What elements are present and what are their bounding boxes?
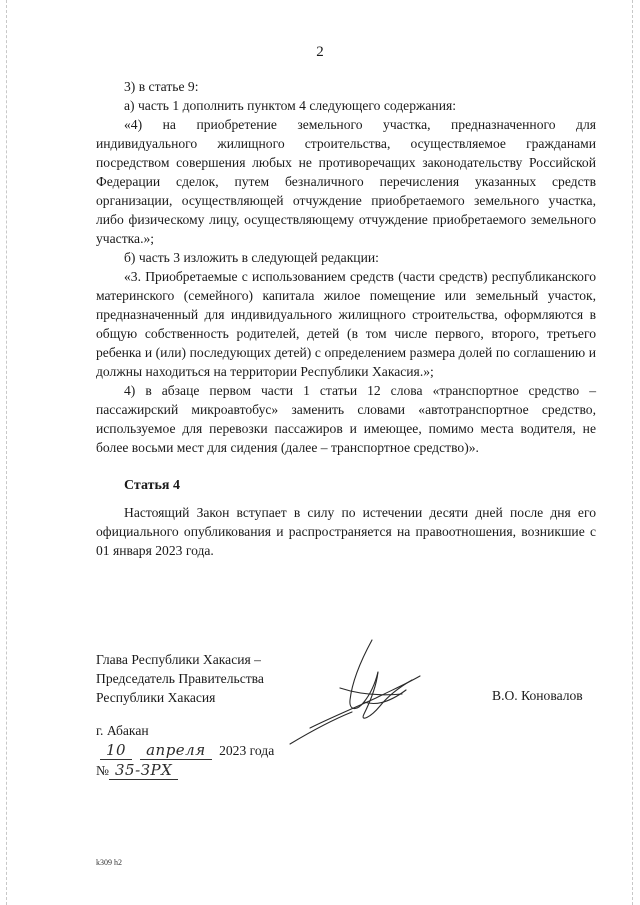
amendments-body <box>96 77 596 457</box>
paragraph-point-4: «4) на приобретение земельного участка, предназначенного для индивидуального жилищного строительства, осуществляемое гражданами посредством совершения любых не противоречащих законодательству Российской Федерации сделок, путем безналичного перечисления указанных средств организации, осуществляющей отчуждение приобретаемого земельного участка, либо физическому лицу, осуществляющему отчуждение приобретаемого земельного участка.»; <box>96 117 596 246</box>
paragraph-part-1: а) часть 1 дополнить пунктом 4 следующего содержания: <box>124 98 457 113</box>
signatory-title-line-3: Республики Хакасия <box>96 690 216 705</box>
date-line <box>96 741 274 760</box>
handwritten-signature <box>280 632 430 752</box>
paragraph-part-3: б) часть 3 изложить в следующей редакции: <box>124 250 379 265</box>
number-sign: № <box>96 763 109 778</box>
page-edge-right <box>632 0 633 905</box>
handwritten-law-number: 35-ЗРХ <box>109 761 178 780</box>
paragraph-article-12: 4) в абзаце первом части 1 статьи 12 слова «транспортное средство – пассажирский микроавтобус» заменить словами «автотранспортное средство, используемое для перевозки пассажиров и имеющее, помимо места водителя, не более восьми мест для сидения (далее – транспортное средство)». <box>96 383 596 455</box>
signatory-title <box>96 650 264 707</box>
article-body <box>96 503 596 560</box>
article-heading: Статья 4 <box>124 478 180 493</box>
handwritten-month: апреля <box>140 741 212 760</box>
signatory-title-line-2: Председатель Правительства <box>96 671 264 686</box>
city: г. Абакан <box>96 723 149 738</box>
article-paragraph: Настоящий Закон вступает в силу по истечении десяти дней после дня его официального опубликования и распространяется на правоотношения, возникшие с 01 января 2023 года. <box>96 505 596 558</box>
signatory-name: В.О. Коновалов <box>492 688 583 703</box>
paragraph-article-9: 3) в статье 9: <box>124 79 199 94</box>
page-edge-left <box>6 0 7 905</box>
page-number: 2 <box>316 44 324 60</box>
handwritten-day: 10 <box>100 741 132 760</box>
paragraph-part-3-text: «3. Приобретаемые с использованием средств (части средств) республиканского материнского (семейного) капитала жилое помещение или земельный участок, предназначенный для индивидуального жилищного строительства, оформляются в общую собственность родителей, детей (в том числе первого, второго, третьего ребенка и (или) последующих детей) с определением размера долей по соглашению и должны находиться на территории Республики Хакасия.»; <box>96 269 596 379</box>
footer-code: k309 h2 <box>96 858 122 867</box>
law-number-line <box>96 761 178 780</box>
year-text: 2023 года <box>219 743 275 758</box>
signatory-title-line-1: Глава Республики Хакасия – <box>96 652 261 667</box>
